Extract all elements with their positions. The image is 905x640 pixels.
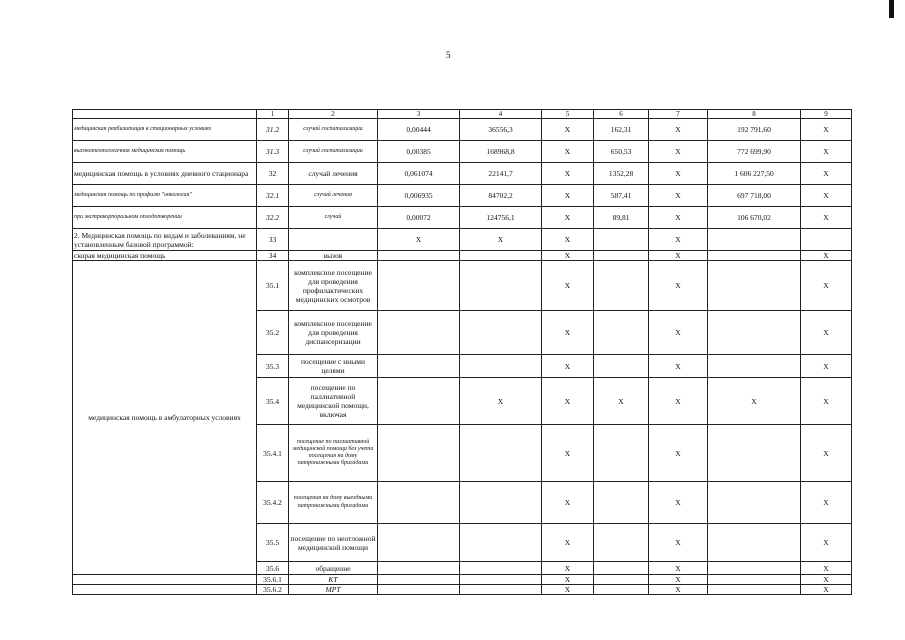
value-cell: X bbox=[542, 311, 594, 355]
value-cell: X bbox=[649, 207, 708, 229]
table-row bbox=[73, 163, 852, 185]
row-unit: КТ bbox=[289, 575, 378, 585]
value-cell bbox=[594, 585, 649, 595]
value-cell bbox=[460, 482, 542, 524]
row-name: высокотехнологичная медицинская помощь bbox=[73, 141, 257, 163]
row-unit: посещение с иными целями bbox=[289, 355, 378, 378]
value-cell: X bbox=[801, 163, 852, 185]
data-table bbox=[72, 109, 852, 595]
value-cell: X bbox=[801, 185, 852, 207]
row-unit: комплексное посещение для проведения профилактических медицинских осмотров bbox=[289, 261, 378, 311]
value-cell bbox=[460, 355, 542, 378]
value-cell bbox=[378, 425, 460, 482]
value-cell bbox=[460, 251, 542, 261]
header-row bbox=[73, 110, 852, 119]
value-cell: 1 606 227,50 bbox=[708, 163, 801, 185]
value-cell: X bbox=[649, 119, 708, 141]
value-cell: X bbox=[649, 482, 708, 524]
row-unit: посещение по паллиативной медицинской помощи, включая bbox=[289, 378, 378, 425]
row-unit: вызов bbox=[289, 251, 378, 261]
row-unit: обращение bbox=[289, 562, 378, 575]
value-cell bbox=[378, 311, 460, 355]
value-cell: 0,00072 bbox=[378, 207, 460, 229]
row-code: 35.4.2 bbox=[257, 482, 289, 524]
value-cell bbox=[594, 229, 649, 251]
value-cell bbox=[378, 261, 460, 311]
row-unit: комплексное посещение для проведения диспансеризации bbox=[289, 311, 378, 355]
row-unit: случай госпитализации bbox=[289, 141, 378, 163]
header-cell: 8 bbox=[708, 110, 801, 119]
value-cell: 650,53 bbox=[594, 141, 649, 163]
value-cell bbox=[594, 425, 649, 482]
value-cell: 84702,2 bbox=[460, 185, 542, 207]
value-cell: 0,00385 bbox=[378, 141, 460, 163]
value-cell bbox=[460, 585, 542, 595]
row-code: 31.2 bbox=[257, 119, 289, 141]
row-code: 35.1 bbox=[257, 261, 289, 311]
value-cell: X bbox=[801, 207, 852, 229]
row-code: 31.3 bbox=[257, 141, 289, 163]
value-cell bbox=[460, 524, 542, 562]
value-cell: 162,31 bbox=[594, 119, 649, 141]
row-code: 35.4 bbox=[257, 378, 289, 425]
header-cell: 1 bbox=[257, 110, 289, 119]
value-cell: 36556,3 bbox=[460, 119, 542, 141]
value-cell bbox=[594, 355, 649, 378]
value-cell bbox=[460, 311, 542, 355]
value-cell: 192 791,60 bbox=[708, 119, 801, 141]
value-cell: X bbox=[801, 378, 852, 425]
value-cell: X bbox=[801, 119, 852, 141]
value-cell: X bbox=[542, 425, 594, 482]
value-cell: X bbox=[801, 141, 852, 163]
value-cell bbox=[378, 524, 460, 562]
value-cell: X bbox=[801, 482, 852, 524]
value-cell: X bbox=[649, 524, 708, 562]
row-name-blank bbox=[73, 585, 257, 595]
value-cell bbox=[378, 482, 460, 524]
row-code: 34 bbox=[257, 251, 289, 261]
value-cell: X bbox=[801, 575, 852, 585]
value-cell bbox=[708, 524, 801, 562]
header-cell: 3 bbox=[378, 110, 460, 119]
value-cell bbox=[594, 261, 649, 311]
header-cell: 6 bbox=[594, 110, 649, 119]
row-name: медицинская помощь в условиях дневного стационара bbox=[73, 163, 257, 185]
value-cell bbox=[708, 311, 801, 355]
value-cell: X bbox=[649, 141, 708, 163]
value-cell: 168968,8 bbox=[460, 141, 542, 163]
value-cell bbox=[708, 562, 801, 575]
value-cell: X bbox=[378, 229, 460, 251]
value-cell bbox=[801, 229, 852, 251]
value-cell bbox=[378, 378, 460, 425]
value-cell: X bbox=[801, 261, 852, 311]
value-cell: 0,006935 bbox=[378, 185, 460, 207]
row-unit: посещение по паллиативной медицинской помощи без учета посещения на дому патронажными бригадами bbox=[289, 425, 378, 482]
row-code: 35.3 bbox=[257, 355, 289, 378]
value-cell: 1352,28 bbox=[594, 163, 649, 185]
value-cell bbox=[378, 251, 460, 261]
row-unit: посещения на дому выездными патронажными бригадами bbox=[289, 482, 378, 524]
value-cell: X bbox=[649, 562, 708, 575]
value-cell: X bbox=[801, 355, 852, 378]
value-cell: X bbox=[801, 585, 852, 595]
row-name-blank bbox=[73, 575, 257, 585]
value-cell: X bbox=[542, 524, 594, 562]
table-row bbox=[73, 141, 852, 163]
row-unit: случай госпитализации bbox=[289, 119, 378, 141]
value-cell: X bbox=[649, 378, 708, 425]
row-code: 35.6.1 bbox=[257, 575, 289, 585]
value-cell bbox=[708, 482, 801, 524]
value-cell: X bbox=[801, 251, 852, 261]
row-code: 32.2 bbox=[257, 207, 289, 229]
row-name: 2. Медицинская помощь по видам и заболеваниям, не установленным базовой программой: bbox=[73, 229, 257, 251]
value-cell bbox=[378, 585, 460, 595]
row-code: 33 bbox=[257, 229, 289, 251]
header-cell-blank bbox=[73, 110, 257, 119]
value-cell: X bbox=[649, 575, 708, 585]
row-code: 35.5 bbox=[257, 524, 289, 562]
value-cell: X bbox=[542, 207, 594, 229]
value-cell bbox=[594, 575, 649, 585]
page-number: 5 bbox=[446, 50, 451, 60]
value-cell bbox=[708, 585, 801, 595]
value-cell: X bbox=[542, 141, 594, 163]
value-cell: 124756,1 bbox=[460, 207, 542, 229]
row-unit: случай bbox=[289, 207, 378, 229]
value-cell: X bbox=[801, 524, 852, 562]
value-cell: X bbox=[649, 311, 708, 355]
ambulatory-label: медицинская помощь в амбулаторных условиях bbox=[73, 261, 257, 575]
value-cell: 106 670,02 bbox=[708, 207, 801, 229]
value-cell bbox=[594, 251, 649, 261]
value-cell: X bbox=[542, 378, 594, 425]
value-cell bbox=[378, 575, 460, 585]
table-row bbox=[73, 207, 852, 229]
value-cell: X bbox=[542, 251, 594, 261]
value-cell: X bbox=[649, 355, 708, 378]
value-cell bbox=[708, 425, 801, 482]
row-code: 35.6 bbox=[257, 562, 289, 575]
value-cell: 89,81 bbox=[594, 207, 649, 229]
row-unit: МРТ bbox=[289, 585, 378, 595]
row-unit: посещение по неотложной медицинской помощи bbox=[289, 524, 378, 562]
value-cell bbox=[594, 524, 649, 562]
value-cell: X bbox=[649, 425, 708, 482]
value-cell: X bbox=[649, 185, 708, 207]
value-cell: X bbox=[542, 185, 594, 207]
value-cell: 0,061074 bbox=[378, 163, 460, 185]
value-cell: X bbox=[542, 229, 594, 251]
value-cell: X bbox=[649, 585, 708, 595]
header-cell: 9 bbox=[801, 110, 852, 119]
row-code: 35.6.2 bbox=[257, 585, 289, 595]
value-cell: X bbox=[542, 355, 594, 378]
value-cell: X bbox=[649, 261, 708, 311]
table-row bbox=[73, 229, 852, 251]
value-cell: X bbox=[594, 378, 649, 425]
value-cell: 0,00444 bbox=[378, 119, 460, 141]
value-cell: X bbox=[542, 163, 594, 185]
header-cell: 4 bbox=[460, 110, 542, 119]
header-cell: 5 bbox=[542, 110, 594, 119]
value-cell bbox=[708, 355, 801, 378]
table-row bbox=[73, 575, 852, 585]
value-cell bbox=[708, 229, 801, 251]
value-cell: 697 718,00 bbox=[708, 185, 801, 207]
value-cell: 587,41 bbox=[594, 185, 649, 207]
value-cell: X bbox=[801, 562, 852, 575]
table-row bbox=[73, 251, 852, 261]
row-unit: случай лечения bbox=[289, 163, 378, 185]
row-code: 32.1 bbox=[257, 185, 289, 207]
value-cell: X bbox=[542, 575, 594, 585]
value-cell: X bbox=[460, 229, 542, 251]
row-name: медицинская помощь по профилю "онкология" bbox=[73, 185, 257, 207]
row-name: при экстракорпоральном оплодотворении bbox=[73, 207, 257, 229]
value-cell bbox=[708, 575, 801, 585]
value-cell bbox=[708, 261, 801, 311]
table-row bbox=[73, 585, 852, 595]
value-cell: X bbox=[649, 229, 708, 251]
value-cell bbox=[460, 425, 542, 482]
value-cell bbox=[378, 355, 460, 378]
value-cell: X bbox=[542, 261, 594, 311]
value-cell bbox=[594, 482, 649, 524]
value-cell bbox=[594, 562, 649, 575]
value-cell: X bbox=[649, 251, 708, 261]
value-cell bbox=[594, 311, 649, 355]
value-cell: 772 699,90 bbox=[708, 141, 801, 163]
row-name: скорая медицинская помощь bbox=[73, 251, 257, 261]
value-cell: X bbox=[460, 378, 542, 425]
value-cell: X bbox=[542, 119, 594, 141]
value-cell: X bbox=[649, 163, 708, 185]
value-cell: 22141,7 bbox=[460, 163, 542, 185]
row-code: 35.4.1 bbox=[257, 425, 289, 482]
header-cell: 7 bbox=[649, 110, 708, 119]
value-cell: X bbox=[708, 378, 801, 425]
value-cell bbox=[460, 261, 542, 311]
row-name: медицинская реабилитация в стационарных условиях bbox=[73, 119, 257, 141]
corner-mark bbox=[889, 0, 894, 18]
row-unit bbox=[289, 229, 378, 251]
value-cell: X bbox=[542, 585, 594, 595]
row-unit: случай лечения bbox=[289, 185, 378, 207]
value-cell: X bbox=[542, 562, 594, 575]
table-row bbox=[73, 261, 852, 311]
table-row bbox=[73, 185, 852, 207]
table-row bbox=[73, 119, 852, 141]
row-code: 32 bbox=[257, 163, 289, 185]
value-cell bbox=[708, 251, 801, 261]
value-cell: X bbox=[542, 482, 594, 524]
header-cell: 2 bbox=[289, 110, 378, 119]
row-code: 35.2 bbox=[257, 311, 289, 355]
value-cell bbox=[378, 562, 460, 575]
value-cell: X bbox=[801, 425, 852, 482]
value-cell: X bbox=[801, 311, 852, 355]
value-cell bbox=[460, 575, 542, 585]
value-cell bbox=[460, 562, 542, 575]
